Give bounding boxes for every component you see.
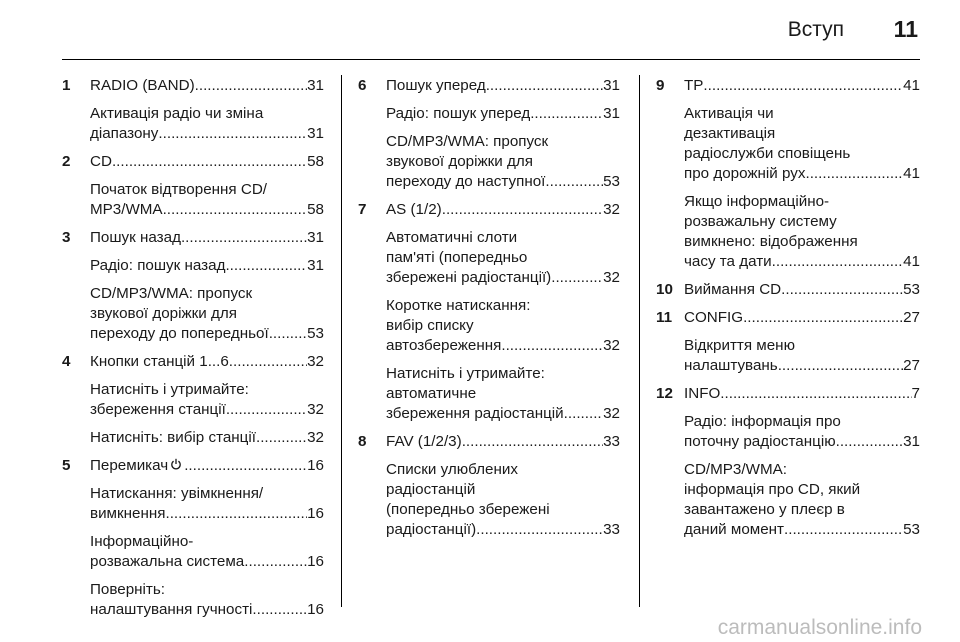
- dot-leader: [545, 172, 603, 192]
- entry-label: Радіо: пошук уперед: [386, 105, 531, 122]
- entry-label: INFO: [684, 385, 721, 402]
- page-reference: 31: [307, 229, 324, 246]
- entry-text-line: [90, 256, 324, 276]
- entry-text: Поверніть:: [90, 581, 166, 598]
- entry-text: радіостанцій: [386, 481, 476, 498]
- entry-label: збереження станції: [90, 401, 226, 418]
- entry-text-line: [90, 456, 324, 476]
- entry-text: Радіо: інформація про: [684, 413, 841, 430]
- page-reference: 32: [603, 405, 620, 422]
- entry-number: 11: [656, 309, 673, 326]
- entry-label: переходу до попередньої: [90, 325, 269, 342]
- dot-leader: [244, 552, 307, 572]
- column-divider-1: [341, 75, 342, 607]
- toc-subentry: [90, 76, 324, 96]
- toc-column-3: [656, 76, 920, 548]
- entry-text-line: [684, 520, 920, 540]
- entry-number: 6: [358, 77, 367, 94]
- toc-subentry: [90, 152, 324, 172]
- dot-leader: [551, 268, 603, 288]
- dot-leader: [158, 124, 307, 144]
- entry-body: [386, 200, 620, 424]
- entry-text: Коротке натискання:: [386, 297, 531, 314]
- entry-label: RADIO (BAND): [90, 77, 195, 94]
- toc-subentry: [684, 460, 920, 540]
- entry-text: радіослужби сповіщень: [684, 145, 851, 162]
- entry-label: поточну радіостанцію: [684, 433, 836, 450]
- page-reference: 31: [307, 77, 324, 94]
- entry-number: 1: [62, 77, 71, 94]
- dot-leader: [462, 432, 603, 452]
- entry-text: Відкриття меню: [684, 337, 795, 354]
- entry-label: збережені радіостанції): [386, 269, 552, 286]
- toc-subentry: [386, 228, 620, 288]
- entry-text-line: [386, 520, 620, 540]
- entry-text: звукової доріжки для: [386, 153, 533, 170]
- entry-label: Перемикач: [90, 457, 169, 474]
- page-reference: 32: [603, 337, 620, 354]
- entry-label: Натисніть: вибір станції: [90, 429, 256, 446]
- entry-number: 7: [358, 201, 367, 218]
- toc-subentry: [90, 428, 324, 448]
- entry-label: часу та дати: [684, 253, 772, 270]
- entry-text-line: [386, 336, 620, 356]
- page-reference: 32: [603, 269, 620, 286]
- entry-text: Натискання: увімкнення/: [90, 485, 264, 502]
- entry-text: Активація радіо чи зміна: [90, 105, 264, 122]
- entry-body: [90, 152, 324, 220]
- page-reference: 53: [307, 325, 324, 342]
- page-reference: 41: [903, 253, 920, 270]
- entry-body: [684, 280, 920, 300]
- entry-label: Кнопки станцій 1...6: [90, 353, 229, 370]
- page-reference: 31: [603, 105, 620, 122]
- toc-subentry: [684, 192, 920, 272]
- entry-text: Якщо інформаційно-: [684, 193, 830, 210]
- dot-leader: [163, 200, 308, 220]
- entry-label: вимкнення: [90, 505, 166, 522]
- page-reference: 41: [903, 165, 920, 182]
- page-reference: 58: [307, 201, 324, 218]
- toc-subentry: [386, 104, 620, 124]
- entry-text-line: [386, 104, 620, 124]
- entry-label: Виймання CD: [684, 281, 782, 298]
- entry-text-line: [90, 324, 324, 344]
- entry-text: звукової доріжки для: [90, 305, 237, 322]
- toc-subentry: [684, 308, 920, 328]
- entry-label: CONFIG: [684, 309, 744, 326]
- entry-label: переходу до наступної: [386, 173, 546, 190]
- toc-subentry: [90, 532, 324, 572]
- dot-leader: [564, 404, 603, 424]
- toc-subentry: [90, 380, 324, 420]
- dot-leader: [181, 228, 307, 248]
- entry-text-line: [684, 384, 920, 404]
- entry-text-line: [684, 280, 920, 300]
- entry-label: радіостанції): [386, 521, 477, 538]
- toc-subentry: [684, 384, 920, 404]
- page-reference: 41: [903, 77, 920, 94]
- entry-label: налаштувань: [684, 357, 778, 374]
- entry-label: FAV (1/2/3): [386, 433, 462, 450]
- entry-text-line: [684, 308, 920, 328]
- dot-leader: [256, 428, 307, 448]
- entry-text: Автоматичні слоти: [386, 229, 518, 246]
- page-reference: 31: [307, 257, 324, 274]
- toc-subentry: [684, 280, 920, 300]
- entry-number: 5: [62, 457, 71, 474]
- entry-text: завантажено у плеєр в: [684, 501, 845, 518]
- dot-leader: [476, 520, 603, 540]
- entry-label: CD: [90, 153, 112, 170]
- dot-leader: [184, 456, 307, 476]
- entry-text: CD/MP3/WMA:: [684, 461, 787, 478]
- page-reference: 7: [911, 385, 920, 402]
- entry-text: вибір списку: [386, 317, 474, 334]
- entry-body: [386, 76, 620, 192]
- toc-subentry: [90, 256, 324, 276]
- entry-label: AS (1/2): [386, 201, 442, 218]
- toc-entry: [656, 308, 920, 376]
- entry-text-line: [386, 200, 620, 220]
- page-reference: 32: [307, 353, 324, 370]
- column-divider-2: [639, 75, 640, 607]
- page-reference: 33: [603, 433, 620, 450]
- entry-text-line: [90, 400, 324, 420]
- dot-leader: [805, 164, 903, 184]
- entry-label: Радіо: пошук назад: [90, 257, 226, 274]
- page-header: [0, 0, 960, 60]
- toc-subentry: [386, 296, 620, 356]
- entry-text-line: [90, 76, 324, 96]
- toc-column-2: [358, 76, 620, 548]
- toc-subentry: [90, 484, 324, 524]
- toc-entry: [656, 280, 920, 300]
- entry-label: MP3/WMA: [90, 201, 163, 218]
- entry-text: розважальну систему: [684, 213, 837, 230]
- dot-leader: [772, 252, 903, 272]
- entry-body: [90, 352, 324, 448]
- entry-text: Інформаційно-: [90, 533, 194, 550]
- dot-leader: [743, 308, 903, 328]
- watermark: carmanualsonline.info: [717, 616, 922, 639]
- entry-text: інформація про CD, який: [684, 481, 861, 498]
- page-reference: 16: [307, 505, 324, 522]
- toc-subentry: [90, 180, 324, 220]
- entry-text: автоматичне: [386, 385, 477, 402]
- entry-text: Списки улюблених: [386, 461, 518, 478]
- toc-subentry: [684, 336, 920, 376]
- entry-text-line: [90, 200, 324, 220]
- entry-text-line: [684, 164, 920, 184]
- page-number: 11: [893, 16, 918, 42]
- page-reference: 53: [603, 173, 620, 190]
- page-reference: 31: [603, 77, 620, 94]
- entry-body: [684, 384, 920, 540]
- page-reference: 27: [903, 357, 920, 374]
- entry-text: Натисніть і утримайте:: [386, 365, 545, 382]
- entry-label: TP: [684, 77, 704, 94]
- page-reference: 32: [603, 201, 620, 218]
- entry-text: Активація чи: [684, 105, 774, 122]
- dot-leader: [784, 520, 903, 540]
- page-reference: 33: [603, 521, 620, 538]
- entry-label: Пошук назад: [90, 229, 181, 246]
- toc-entry: [62, 352, 324, 448]
- page-reference: 32: [307, 401, 324, 418]
- dot-leader: [225, 256, 307, 276]
- toc-entry: [62, 76, 324, 144]
- entry-number: 9: [656, 77, 665, 94]
- entry-text-line: [90, 428, 324, 448]
- entry-text-line: [386, 404, 620, 424]
- toc-entry: [656, 76, 920, 272]
- toc-entry: [62, 152, 324, 220]
- entry-text-line: [684, 432, 920, 452]
- entry-body: [684, 76, 920, 272]
- entry-body: [386, 432, 620, 540]
- dot-leader: [720, 384, 911, 404]
- entry-text-line: [90, 152, 324, 172]
- entry-label: розважальна система: [90, 553, 245, 570]
- toc-subentry: [386, 460, 620, 540]
- entry-text-line: [90, 228, 324, 248]
- page-reference: 31: [903, 433, 920, 450]
- page-reference: 16: [307, 457, 324, 474]
- dot-leader: [486, 76, 603, 96]
- toc-subentry: [90, 284, 324, 344]
- entry-text-line: [90, 504, 324, 524]
- toc-subentry: [90, 104, 324, 144]
- toc-subentry: [90, 228, 324, 248]
- entry-number: 12: [656, 385, 673, 402]
- entry-number: 8: [358, 433, 367, 450]
- toc-entry: [358, 200, 620, 424]
- page-reference: 16: [307, 601, 324, 618]
- entry-body: [90, 456, 324, 620]
- dot-leader: [195, 76, 307, 96]
- toc-entry: [62, 456, 324, 620]
- dot-leader: [442, 200, 603, 220]
- toc-entry: [358, 432, 620, 540]
- toc-subentry: [386, 76, 620, 96]
- entry-number: 10: [656, 281, 673, 298]
- page-reference: 27: [903, 309, 920, 326]
- entry-label: Пошук уперед: [386, 77, 486, 94]
- dot-leader: [252, 600, 307, 620]
- entry-text: CD/MP3/WMA: пропуск: [386, 133, 549, 150]
- entry-label: даний момент: [684, 521, 785, 538]
- toc-subentry: [684, 104, 920, 184]
- toc-entry: [656, 384, 920, 540]
- toc-entry: [358, 76, 620, 192]
- power-icon: [170, 456, 182, 468]
- toc-subentry: [386, 132, 620, 192]
- toc-subentry: [90, 456, 324, 476]
- page-reference: 53: [903, 521, 920, 538]
- entry-text: CD/MP3/WMA: пропуск: [90, 285, 253, 302]
- entry-text-line: [386, 172, 620, 192]
- entry-text-line: [386, 268, 620, 288]
- entry-number: 3: [62, 229, 71, 246]
- toc-subentry: [386, 432, 620, 452]
- dot-leader: [781, 280, 903, 300]
- entry-label: діапазону: [90, 125, 159, 142]
- dot-leader: [112, 152, 307, 172]
- toc-subentry: [90, 580, 324, 620]
- section-title: Вступ: [787, 18, 844, 41]
- entry-body: [90, 228, 324, 344]
- entry-number: 2: [62, 153, 71, 170]
- entry-text: дезактивація: [684, 125, 776, 142]
- entry-label: налаштування гучності: [90, 601, 253, 618]
- entry-text-line: [90, 552, 324, 572]
- entry-text-line: [684, 252, 920, 272]
- entry-body: [684, 308, 920, 376]
- entry-text: вимкнено: відображення: [684, 233, 858, 250]
- dot-leader: [778, 356, 903, 376]
- toc-column-1: [62, 76, 324, 628]
- entry-text-line: [386, 432, 620, 452]
- entry-text-line: [386, 76, 620, 96]
- toc-subentry: [386, 200, 620, 220]
- dot-leader: [226, 400, 307, 420]
- entry-text-line: [90, 124, 324, 144]
- dot-leader: [269, 324, 307, 344]
- entry-number: 4: [62, 353, 71, 370]
- dot-leader: [229, 352, 307, 372]
- toc-subentry: [386, 364, 620, 424]
- header-rule: [62, 59, 920, 60]
- toc-entry: [62, 228, 324, 344]
- dot-leader: [165, 504, 307, 524]
- entry-label: про дорожній рух: [684, 165, 806, 182]
- dot-leader: [530, 104, 603, 124]
- entry-text-line: [90, 600, 324, 620]
- toc-subentry: [684, 412, 920, 452]
- entry-label: автозбереження: [386, 337, 502, 354]
- entry-text: пам'яті (попередньо: [386, 249, 528, 266]
- dot-leader: [836, 432, 903, 452]
- entry-text-line: [684, 76, 920, 96]
- page-reference: 58: [307, 153, 324, 170]
- toc-subentry: [684, 76, 920, 96]
- entry-text: Початок відтворення CD/: [90, 181, 268, 198]
- page-reference: 32: [307, 429, 324, 446]
- page-reference: 53: [903, 281, 920, 298]
- entry-text-line: [684, 356, 920, 376]
- dot-leader: [501, 336, 603, 356]
- entry-body: [90, 76, 324, 144]
- toc-subentry: [90, 352, 324, 372]
- entry-label: збереження радіостанцій: [386, 405, 564, 422]
- entry-text: Натисніть і утримайте:: [90, 381, 249, 398]
- page-reference: 31: [307, 125, 324, 142]
- dot-leader: [703, 76, 903, 96]
- entry-text-line: [90, 352, 324, 372]
- entry-text: (попередньо збережені: [386, 501, 550, 518]
- page-reference: 16: [307, 553, 324, 570]
